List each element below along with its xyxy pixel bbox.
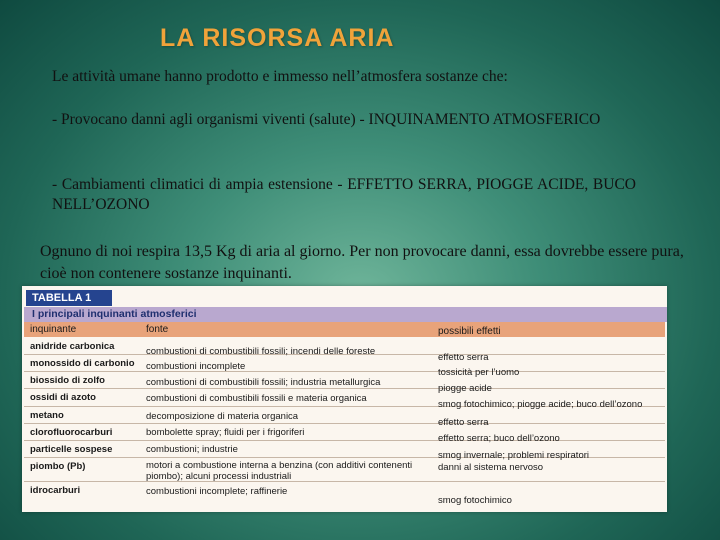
cell-effects: effetto serra; buco dell’ozono bbox=[438, 433, 560, 444]
table-row bbox=[24, 372, 665, 394]
cell-effects: effetto serra bbox=[438, 352, 489, 363]
intro-text: Le attività umane hanno prodotto e immesso nell’atmosfera sostanze che: bbox=[52, 68, 508, 85]
cell-source: combustioni di combustibili fossili e materia organica bbox=[146, 393, 367, 404]
table-row bbox=[24, 424, 665, 444]
cell-effects: danni al sistema nervoso bbox=[438, 462, 544, 473]
cell-source: combustioni incomplete bbox=[146, 361, 246, 372]
closing-text: Ognuno di noi respira 13,5 Kg di aria al giorno. Per non provocare danni, essa dovrebbe essere pura, cioè non contenere sostanze inquinanti. bbox=[40, 243, 684, 282]
cell-effects: effetto serra bbox=[438, 417, 489, 428]
cell-effects: smog fotochimico; piogge acide; buco dell’ozono bbox=[438, 399, 643, 410]
table-row bbox=[24, 407, 665, 428]
cell-pollutant: anidride carbonica bbox=[30, 341, 115, 352]
cell-source: combustioni di combustibili fossili; industria metallurgica bbox=[146, 377, 381, 388]
cell-effects: piogge acide bbox=[438, 383, 492, 394]
cell-effects: smog fotochimico bbox=[438, 495, 512, 506]
cell-source: bombolette spray; fluidi per i frigoriferi bbox=[146, 427, 305, 438]
pollutants-table bbox=[22, 286, 667, 512]
table-row bbox=[24, 482, 665, 508]
header-pollutant: inquinante bbox=[30, 324, 77, 335]
table-row bbox=[24, 355, 665, 378]
point-pollution: - Provocano danni agli organismi viventi (salute) - INQUINAMENTO ATMOSFERICO bbox=[52, 111, 601, 128]
cell-effects: smog invernale; problemi respiratori bbox=[438, 450, 590, 461]
cell-pollutant: idrocarburi bbox=[30, 485, 81, 496]
cell-source: motori a combustione interna a benzina (con additivi contenenti piombo); alcuni processi industriali bbox=[146, 460, 413, 482]
cell-source: decomposizione di materia organica bbox=[146, 411, 299, 422]
cell-pollutant: monossido di carbonio bbox=[30, 358, 135, 369]
cell-source: combustioni; industrie bbox=[146, 444, 238, 455]
cell-pollutant: ossidi di azoto bbox=[30, 392, 96, 403]
cell-pollutant: metano bbox=[30, 410, 64, 421]
cell-effects: tossicità per l’uomo bbox=[438, 367, 520, 378]
table-label: TABELLA 1 bbox=[26, 290, 112, 306]
cell-source: combustioni incomplete; raffinerie bbox=[146, 486, 288, 497]
header-source: fonte bbox=[146, 324, 169, 335]
table-row bbox=[24, 458, 665, 482]
cell-pollutant: particelle sospese bbox=[30, 444, 113, 455]
table-title: I principali inquinanti atmosferici bbox=[24, 307, 667, 322]
header-effects: possibili effetti bbox=[438, 326, 501, 337]
table-row bbox=[24, 441, 665, 461]
cell-source: combustioni di combustibili fossili; incendi delle foreste bbox=[146, 346, 376, 357]
cell-pollutant: clorofluorocarburi bbox=[30, 427, 113, 438]
cell-pollutant: piombo (Pb) bbox=[30, 461, 86, 472]
table-header bbox=[24, 322, 665, 337]
table-row bbox=[24, 338, 665, 363]
cell-pollutant: biossido di zolfo bbox=[30, 375, 105, 386]
table-row bbox=[24, 389, 665, 410]
point-climate: - Cambiamenti climatici di ampia estensione - EFFETTO SERRA, PIOGGE ACIDE, BUCO NELL’OZONO bbox=[52, 176, 636, 213]
slide-title: LA RISORSA ARIA bbox=[160, 24, 395, 52]
